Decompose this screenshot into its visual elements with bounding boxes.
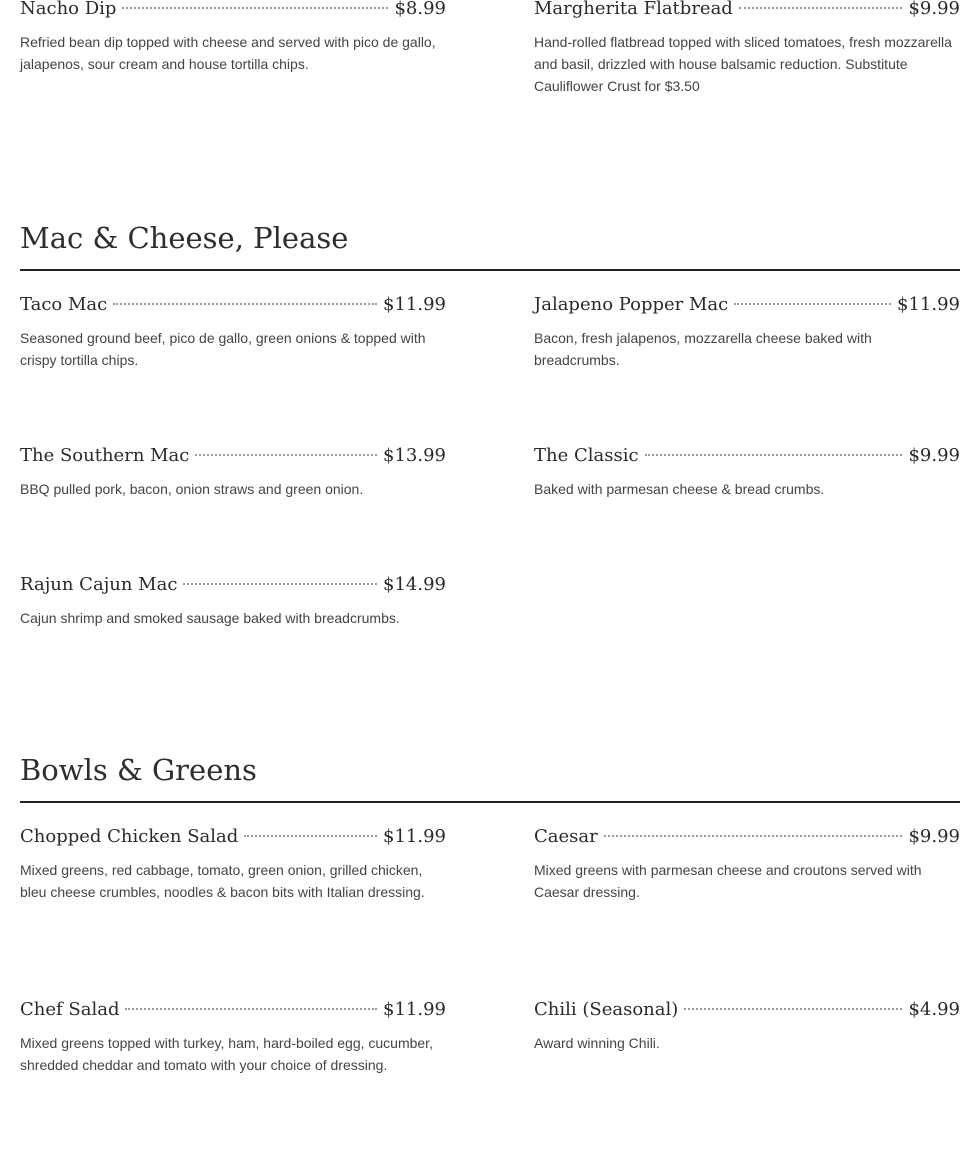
dot-leader <box>113 303 377 305</box>
menu-item-header <box>534 0 960 21</box>
menu-item-price: $9.99 <box>908 445 960 466</box>
menu-item-description: Mixed greens topped with turkey, ham, hard-boiled egg, cucumber, shredded cheddar and tomato with your choice of dressing. <box>20 1035 433 1073</box>
menu-item-price: $9.99 <box>908 0 960 19</box>
menu-item-description: Refried bean dip topped with cheese and served with pico de gallo, jalapenos, sour cream and house tortilla chips. <box>20 34 436 72</box>
menu-item-header <box>534 998 960 1022</box>
menu-item-taco-mac <box>20 293 446 371</box>
menu-item-margherita-flatbread <box>534 0 960 97</box>
menu-item-name: Margherita Flatbread <box>534 0 733 19</box>
menu-item-price: $11.99 <box>897 294 960 315</box>
section-title-bowls-greens: Bowls & Greens <box>20 753 257 787</box>
menu-item-description: Award winning Chili. <box>534 1035 660 1051</box>
menu-item-price: $4.99 <box>908 999 960 1020</box>
menu-item-price: $9.99 <box>908 826 960 847</box>
menu-item-header <box>20 0 446 21</box>
menu-item-price: $11.99 <box>383 294 446 315</box>
menu-item-the-classic <box>534 444 960 500</box>
menu-item-description: Seasoned ground beef, pico de gallo, green onions & topped with crispy tortilla chips. <box>20 330 426 368</box>
menu-item-nacho-dip <box>20 0 446 75</box>
menu-item-chef-salad <box>20 998 446 1076</box>
menu-item-name: Caesar <box>534 826 598 847</box>
menu-item-header <box>534 293 960 317</box>
menu-item-header <box>534 825 960 849</box>
menu-item-chili-seasonal <box>534 998 960 1054</box>
menu-item-header <box>534 444 960 468</box>
menu-item-description: Hand-rolled flatbread topped with sliced tomatoes, fresh mozzarella and basil, drizzled with house balsamic reduction. Substitute Cauliflower Crust for $3.50 <box>534 34 952 94</box>
dot-leader <box>604 835 903 837</box>
menu-item-name: The Classic <box>534 445 639 466</box>
menu-item-jalapeno-popper-mac <box>534 293 960 371</box>
menu-item-name: Nacho Dip <box>20 0 117 19</box>
dot-leader <box>125 1008 377 1010</box>
section-divider <box>20 269 960 271</box>
menu-item-name: Chopped Chicken Salad <box>20 826 239 847</box>
menu-item-name: Jalapeno Popper Mac <box>534 294 729 315</box>
dot-leader <box>684 1008 902 1010</box>
menu-item-header <box>20 444 446 468</box>
section-title-mac-cheese: Mac & Cheese, Please <box>20 221 349 255</box>
menu-item-southern-mac <box>20 444 446 500</box>
menu-item-name: Rajun Cajun Mac <box>20 574 178 595</box>
dot-leader <box>645 454 903 456</box>
menu-item-price: $14.99 <box>383 574 446 595</box>
menu-item-name: Taco Mac <box>20 294 108 315</box>
menu-item-header <box>20 998 446 1022</box>
menu-item-rajun-cajun-mac <box>20 573 446 629</box>
dot-leader <box>195 454 377 456</box>
menu-item-header <box>20 573 446 597</box>
menu-item-name: Chef Salad <box>20 999 120 1020</box>
menu-item-price: $11.99 <box>383 826 446 847</box>
dot-leader <box>734 303 891 305</box>
menu-item-header <box>20 825 446 849</box>
menu-item-price: $11.99 <box>383 999 446 1020</box>
menu-item-header <box>20 293 446 317</box>
dot-leader <box>183 583 377 585</box>
menu-item-description: BBQ pulled pork, bacon, onion straws and green onion. <box>20 481 364 497</box>
dot-leader <box>244 835 377 837</box>
menu-item-chopped-chicken-salad <box>20 825 446 903</box>
menu-item-description: Baked with parmesan cheese & bread crumbs. <box>534 481 825 497</box>
section-divider <box>20 801 960 803</box>
menu-item-name: Chili (Seasonal) <box>534 999 679 1020</box>
menu-item-caesar <box>534 825 960 903</box>
menu-item-description: Mixed greens, red cabbage, tomato, green onion, grilled chicken, bleu cheese crumbles, noodles & bacon bits with Italian dressing. <box>20 862 425 900</box>
menu-item-price: $8.99 <box>394 0 446 19</box>
menu-item-name: The Southern Mac <box>20 445 190 466</box>
dot-leader <box>739 7 903 9</box>
menu-item-description: Bacon, fresh jalapenos, mozzarella cheese baked with breadcrumbs. <box>534 330 872 368</box>
menu-item-price: $13.99 <box>383 445 446 466</box>
dot-leader <box>122 7 388 9</box>
menu-item-description: Cajun shrimp and smoked sausage baked with breadcrumbs. <box>20 610 400 626</box>
menu-item-description: Mixed greens with parmesan cheese and croutons served with Caesar dressing. <box>534 862 922 900</box>
